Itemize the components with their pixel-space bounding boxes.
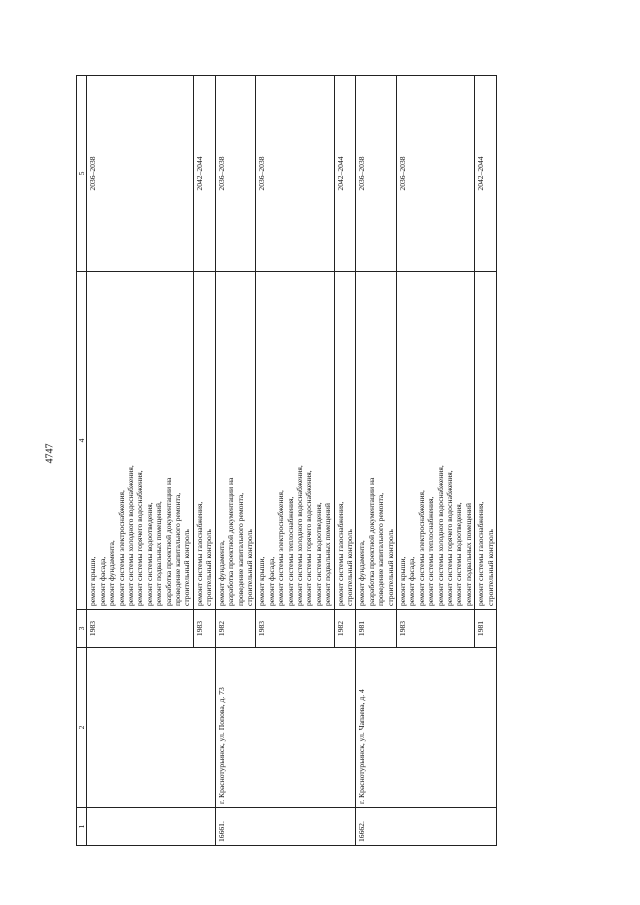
work-item: ремонт системы холодного водоснабжения, [294, 465, 304, 606]
work-item: ремонт системы горячего водоснабжения, [135, 470, 145, 606]
row-period: 2042–2044 [193, 76, 215, 272]
page-number: 4747 [44, 443, 56, 464]
work-item: ремонт системы газоснабжения, [194, 501, 204, 606]
work-item: ремонт фасада, [266, 556, 276, 606]
work-item: ремонт системы горячего водоснабжения, [445, 470, 455, 606]
work-item: строительный контроль [182, 529, 192, 606]
row-year: 1983 [256, 610, 334, 648]
work-item: строительный контроль [344, 529, 354, 606]
work-item: строительный контроль [485, 529, 495, 606]
row-period: 2036–2038 [256, 76, 334, 272]
work-item: разработка проектной документации на [366, 477, 376, 606]
row-address [87, 648, 215, 808]
table-row [215, 76, 256, 846]
table-row [356, 76, 397, 846]
work-item: ремонт системы водоотведения, [454, 502, 464, 606]
work-item: ремонт системы холодного водоснабжения, [126, 465, 136, 606]
row-period: 2042–2044 [475, 76, 497, 272]
work-item: проведение капитального ремонта, [235, 492, 245, 606]
work-item: ремонт системы холодного водоснабжения, [435, 465, 445, 606]
work-item: ремонт подвальных помещений, [154, 501, 164, 606]
rotated-table-content [76, 76, 564, 846]
row-period: 2042–2044 [334, 76, 356, 272]
row-address: г. Краснотурьинск, ул. Попова, д. 73 [215, 648, 356, 808]
work-item: ремонт подвальных помещений [323, 503, 333, 606]
row-works [87, 272, 193, 610]
row-number: 16661. [215, 808, 356, 846]
table-row [87, 76, 193, 846]
work-item: ремонт крыши, [257, 556, 267, 606]
row-works [215, 272, 256, 610]
work-item: строительный контроль [385, 529, 395, 606]
work-item: ремонт крыши, [88, 556, 98, 606]
work-item: разработка проектной документации на [226, 477, 236, 606]
row-year: 1981 [356, 610, 397, 648]
header-col-5: 5 [77, 76, 87, 272]
work-item: проведение капитального ремонта, [376, 492, 386, 606]
row-period: 2036–2038 [87, 76, 193, 272]
row-year: 1982 [215, 610, 256, 648]
repair-schedule-table [76, 75, 497, 846]
row-number [87, 808, 215, 846]
work-item: ремонт системы газоснабжения, [476, 501, 486, 606]
row-year: 1983 [193, 610, 215, 648]
row-number: 16662. [356, 808, 497, 846]
header-col-3: 3 [77, 610, 87, 648]
work-item: ремонт системы теплоснабжения, [285, 496, 295, 606]
work-item: строительный контроль [244, 529, 254, 606]
work-item: ремонт фундамента, [107, 540, 117, 606]
work-item: ремонт системы электроснабжения, [116, 490, 126, 606]
rotated-table-frame [76, 76, 564, 846]
row-period: 2036–2038 [397, 76, 475, 272]
header-col-4: 4 [77, 272, 87, 610]
row-address: г. Краснотурьинск, ул. Чапаева, д. 4 [356, 648, 497, 808]
row-year: 1983 [87, 610, 193, 648]
work-item: строительный контроль [204, 529, 214, 606]
work-item: ремонт системы водоотведения, [144, 502, 154, 606]
work-item: ремонт системы теплоснабжения, [426, 496, 436, 606]
work-item: ремонт крыши, [398, 556, 407, 606]
work-item: ремонт системы горячего водоснабжения, [304, 470, 314, 606]
work-item: ремонт фасада, [97, 556, 107, 606]
work-item: разработка проектной документации на [163, 477, 173, 606]
work-item: ремонт фундамента, [216, 540, 226, 606]
header-col-2: 2 [77, 648, 87, 808]
row-works [475, 272, 497, 610]
row-year: 1981 [475, 610, 497, 648]
work-item: проведение капитального ремонта, [173, 492, 183, 606]
row-works [193, 272, 215, 610]
work-item: ремонт системы электроснабжения, [276, 490, 286, 606]
row-works [334, 272, 356, 610]
row-period: 2036–2038 [356, 76, 397, 272]
row-works [356, 272, 397, 610]
work-item: ремонт системы водоотведения, [313, 502, 323, 606]
row-works [397, 272, 475, 610]
row-period: 2036–2038 [215, 76, 256, 272]
work-item: ремонт подвальных помещений [463, 503, 473, 606]
row-works [256, 272, 334, 610]
work-item: ремонт фасада, [407, 556, 417, 606]
work-item: ремонт системы газоснабжения, [335, 501, 345, 606]
header-col-1: 1 [77, 808, 87, 846]
work-item: ремонт системы электроснабжения, [416, 490, 426, 606]
work-item: ремонт фундамента, [357, 540, 367, 606]
header-row [77, 76, 87, 846]
row-year: 1982 [334, 610, 356, 648]
row-year: 1983 [397, 610, 475, 648]
